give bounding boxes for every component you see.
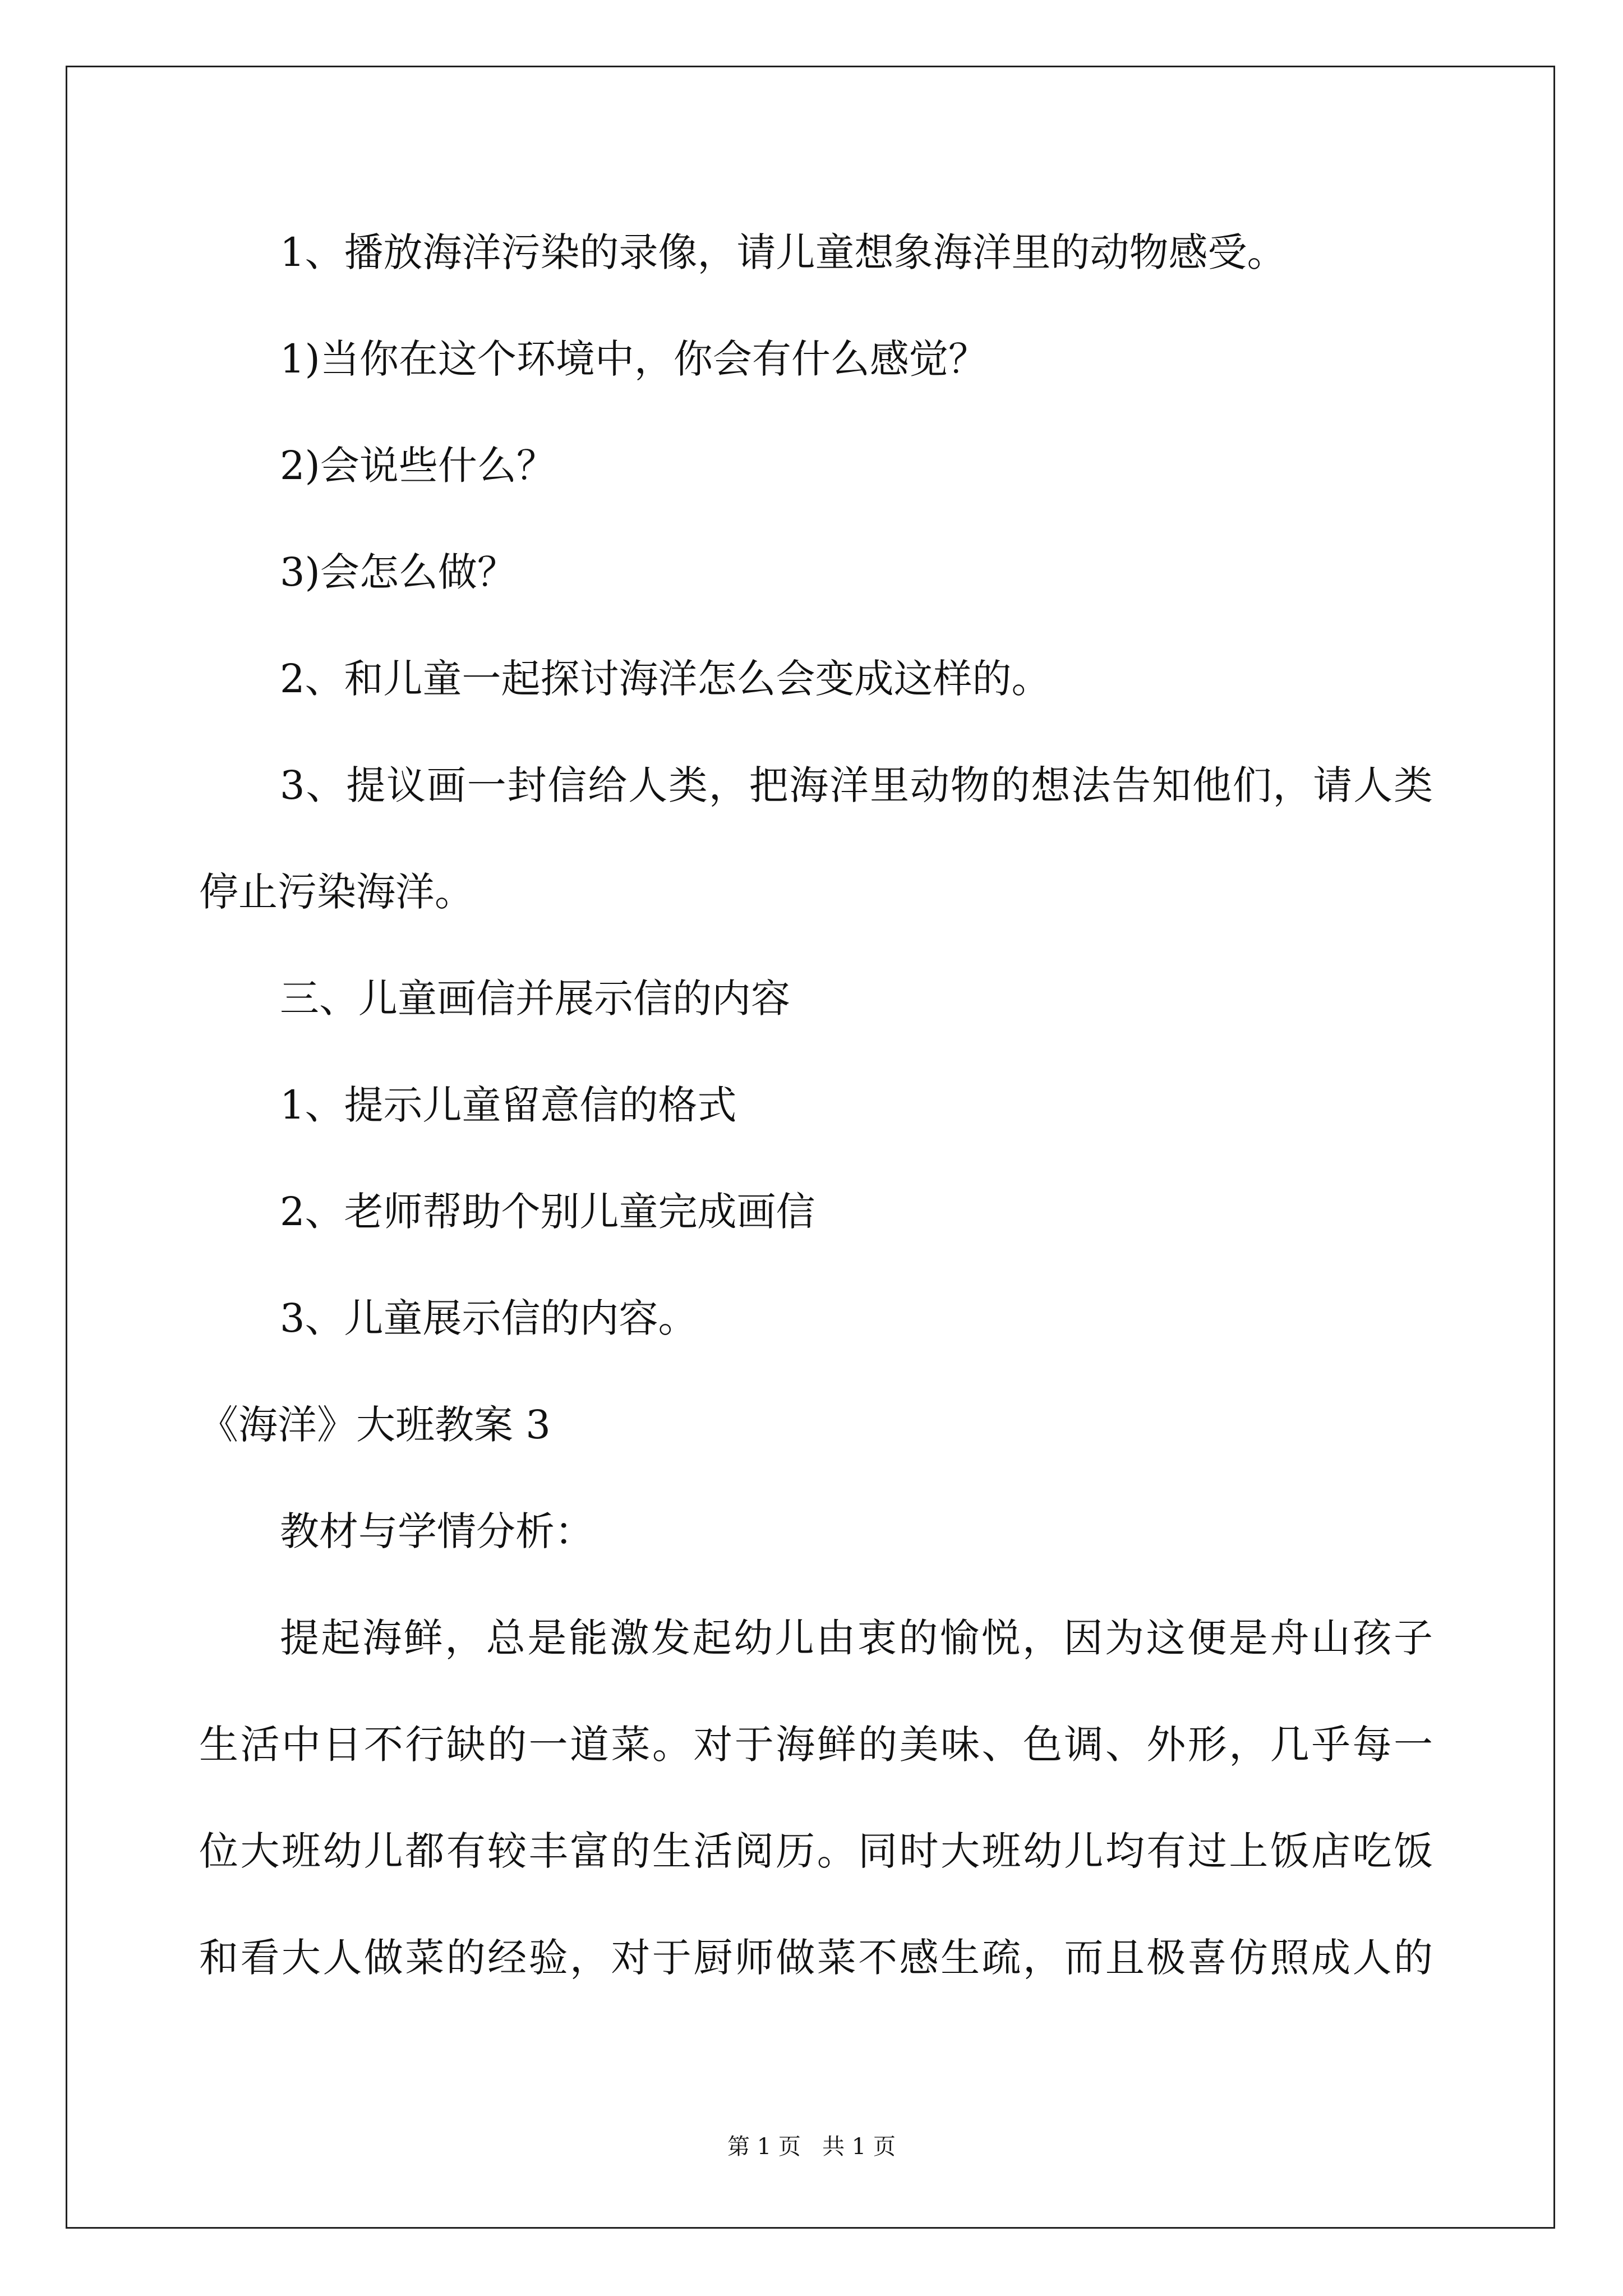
list-item: 2)会说些什么？ [280, 443, 556, 489]
list-item: 1、提示儿童留意信的格式 [280, 1082, 737, 1128]
body-paragraph-line: 生活中日不行缺的一道菜。对于海鲜的美味、色调、外形，几乎每一 [199, 1722, 1433, 1768]
list-item: 2、老师帮助个别儿童完成画信 [280, 1189, 815, 1235]
body-paragraph-line: 位大班幼儿都有较丰富的生活阅历。同时大班幼儿均有过上饭店吃饭 [199, 1828, 1433, 1874]
body-paragraph-line: 和看大人做菜的经验，对于厨师做菜不感生疏，而且极喜仿照成人的 [199, 1935, 1433, 1981]
list-item: 3、提议画一封信给人类，把海洋里动物的想法告知他们，请人类 [280, 762, 1433, 808]
section-heading: 三、儿童画信并展示信的内容 [280, 976, 790, 1022]
page-border [66, 66, 1555, 2229]
list-item: 3、儿童展示信的内容。 [280, 1295, 698, 1341]
list-item: 1)当你在这个环境中，你会有什么感觉？ [280, 336, 988, 382]
document-title: 《海洋》大班教案 3 [199, 1402, 551, 1448]
list-item: 2、和儿童一起探讨海洋怎么会变成这样的。 [280, 656, 1051, 702]
body-paragraph-line: 提起海鲜，总是能激发起幼儿由衷的愉悦，因为这便是舟山孩子 [280, 1615, 1433, 1661]
list-item: 1、播放海洋污染的录像，请儿童想象海洋里的动物感受。 [280, 229, 1287, 275]
list-item: 3)会怎么做？ [280, 549, 517, 595]
paragraph-continuation: 停止污染海洋。 [199, 869, 474, 915]
page-footer: 第 1 页 共 1 页 [727, 2134, 896, 2160]
subheading: 教材与学情分析： [280, 1508, 594, 1554]
